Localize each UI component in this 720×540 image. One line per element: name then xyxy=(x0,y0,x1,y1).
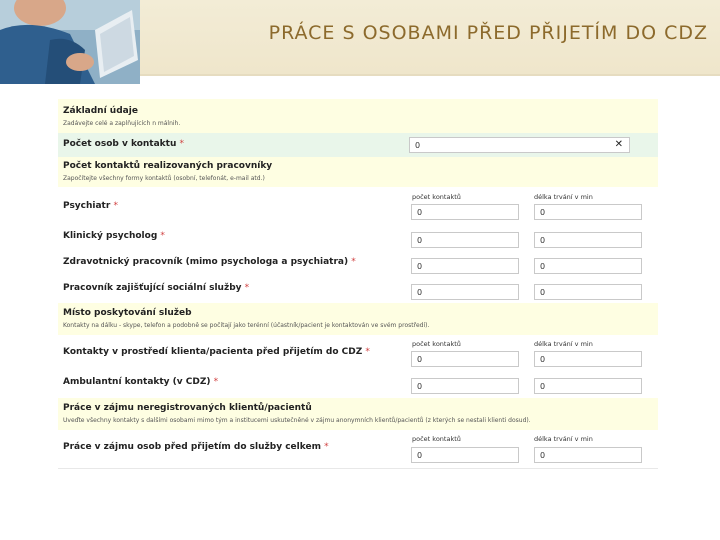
header-photo xyxy=(0,0,140,84)
col-header-count: počet kontaktů xyxy=(412,435,461,443)
row-label: Klinický psycholog * xyxy=(63,231,165,241)
row-klinicky-psycholog xyxy=(58,225,658,252)
duration-input[interactable]: 0 xyxy=(534,351,642,367)
section-basic xyxy=(58,99,658,134)
persons-input[interactable]: 0 ✕ xyxy=(409,137,630,153)
page-title: PRÁCE S OSOBAMI PŘED PŘIJETÍM DO CDZ xyxy=(268,22,708,44)
section-contacts-note: Započítejte všechny formy kontaktů (osobní, telefonát, e-mail atd.) xyxy=(63,175,265,182)
section-place xyxy=(58,303,658,336)
section-contacts-title: Počet kontaktů realizovaných pracovníky xyxy=(63,161,273,171)
count-input[interactable]: 0 xyxy=(411,447,519,463)
persons-row xyxy=(58,133,658,158)
section-unregistered-title: Práce v zájmu neregistrovaných klientů/pacientů xyxy=(63,403,312,413)
count-input[interactable]: 0 xyxy=(411,378,519,394)
duration-input[interactable]: 0 xyxy=(534,378,642,394)
count-input[interactable]: 0 xyxy=(411,351,519,367)
row-psychiatr xyxy=(58,187,658,226)
section-basic-note: Zadávejte celé a zaplňujících n málnih. xyxy=(63,120,181,127)
section-place-note: Kontakty na dálku - skype, telefon a podobně se počítají jako terénní (účastník/pacient je kontaktován ve svém prostředí). xyxy=(63,322,430,329)
col-header-count: počet kontaktů xyxy=(412,340,461,348)
col-header-count: počet kontaktů xyxy=(412,193,461,201)
row-socialni-sluzby xyxy=(58,277,658,304)
section-basic-title: Základní údaje xyxy=(63,106,138,116)
duration-input[interactable]: 0 xyxy=(534,204,642,220)
col-header-duration: délka trvání v min xyxy=(534,435,593,443)
section-unregistered-note: Uveďte všechny kontakty s dalšími osobami mimo tým a institucemi uskutečněné v zájmu anonymních klientů/pacientů (z kterých se nestali klienti dosud). xyxy=(63,417,531,424)
duration-input[interactable]: 0 xyxy=(534,258,642,274)
row-label: Zdravotnický pracovník (mimo psychologa a psychiatra) * xyxy=(63,257,356,267)
row-zdravotnicky-pracovnik xyxy=(58,251,658,278)
section-unregistered xyxy=(58,398,658,431)
col-header-duration: délka trvání v min xyxy=(534,340,593,348)
duration-input[interactable]: 0 xyxy=(534,232,642,248)
count-input[interactable]: 0 xyxy=(411,284,519,300)
section-place-title: Místo poskytování služeb xyxy=(63,308,192,318)
count-input[interactable]: 0 xyxy=(411,232,519,248)
row-label: Psychiatr * xyxy=(63,201,118,211)
duration-input[interactable]: 0 xyxy=(534,284,642,300)
row-label: Kontakty v prostředí klienta/pacienta před přijetím do CDZ * xyxy=(63,347,370,357)
persons-label: Počet osob v kontaktu * xyxy=(63,139,184,149)
row-ambulantni-kontakty xyxy=(58,371,658,399)
count-input[interactable]: 0 xyxy=(411,258,519,274)
section-contacts xyxy=(58,157,658,188)
row-celkem xyxy=(58,430,658,469)
count-input[interactable]: 0 xyxy=(411,204,519,220)
row-label: Ambulantní kontakty (v CDZ) * xyxy=(63,377,219,387)
clear-icon[interactable]: ✕ xyxy=(614,139,623,150)
row-label: Práce v zájmu osob před přijetím do služby celkem * xyxy=(63,442,329,452)
col-header-duration: délka trvání v min xyxy=(534,193,593,201)
contact-form xyxy=(58,99,658,468)
row-kontakty-prostredi xyxy=(58,335,658,372)
row-label: Pracovník zajišťující sociální služby * xyxy=(63,283,250,293)
duration-input[interactable]: 0 xyxy=(534,447,642,463)
